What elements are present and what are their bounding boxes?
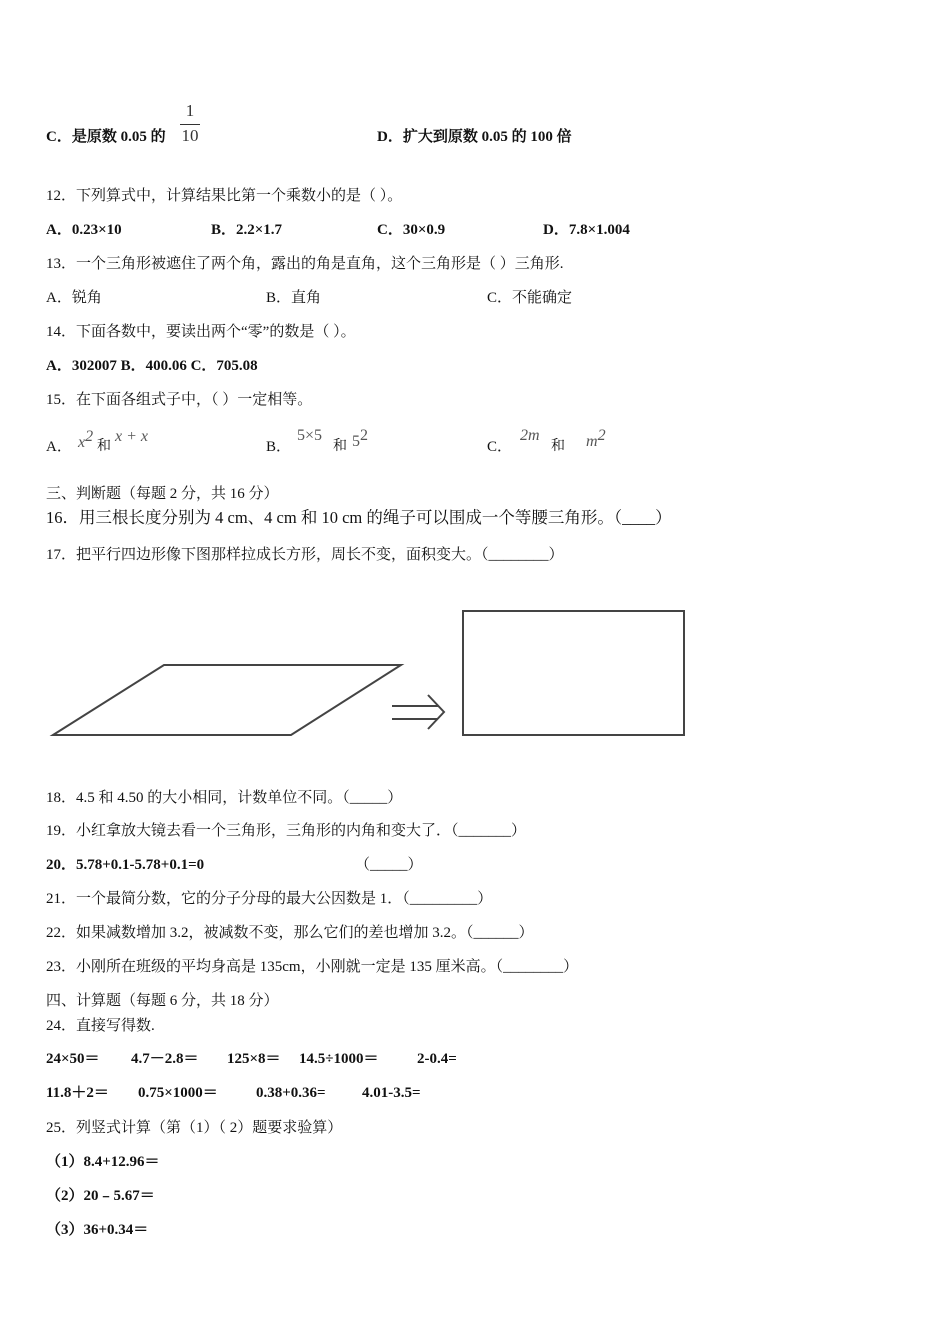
question-15-stem: 15．在下面各组式子中，（ ）一定相等。: [46, 392, 313, 408]
calc-item: 2-0.4=: [417, 1051, 457, 1067]
rectangle-shape: [463, 611, 684, 735]
question-15-option-a-and: 和: [97, 439, 111, 454]
parallelogram-shape: [53, 665, 401, 735]
parallelogram-to-rectangle-figure: [0, 595, 950, 755]
question-12-option-d: D．7.8×1.004: [543, 222, 630, 238]
question-20-expr: 20．5.78+0.1-5.78+0.1=0: [46, 857, 205, 873]
question-15-option-a-label: A．: [46, 439, 72, 455]
calc-item: 14.5÷1000＝: [299, 1051, 379, 1067]
question-15-option-a-expr1: x2: [78, 428, 94, 451]
question-14-stem: 14．下面各数中，要读出两个“零”的数是（ ）。: [46, 324, 356, 340]
question-13-stem: 13．一个三角形被遮住了两个角，露出的角是直角，这个三角形是（ ）三角形.: [46, 256, 564, 272]
question-12-stem: 12．下列算式中，计算结果比第一个乘数小的是（ ）。: [46, 188, 403, 204]
question-25-stem: 25．列竖式计算（第（1）（ 2）题要求验算）: [46, 1120, 343, 1136]
calc-item: 0.38+0.36=: [256, 1085, 326, 1101]
calc-item: 24×50＝: [46, 1051, 100, 1067]
question-12-option-b: B．2.2×1.7: [211, 222, 283, 238]
question-15-option-c-expr1: 2m: [520, 427, 540, 444]
calc-item: 11.8＋2＝: [46, 1085, 109, 1101]
question-13-option-c: C．不能确定: [487, 290, 573, 306]
question-14-options: A．302007 B．400.06 C．705.08: [46, 358, 258, 374]
fraction-bar: [180, 124, 200, 125]
fraction-numerator: 1: [185, 101, 195, 120]
question-20-blank: （_____）: [355, 857, 423, 873]
question-17: 17．把平行四边形像下图那样拉成长方形，周长不变，面积变大。（________）: [46, 547, 564, 563]
question-24-stem: 24．直接写得数.: [46, 1018, 155, 1034]
section-3-heading: 三、判断题（每题 2 分，共 16 分）: [46, 486, 279, 502]
calc-item: 0.75×1000＝: [138, 1085, 218, 1101]
question-15-option-b-expr1: 5×5: [297, 427, 323, 444]
question-13-option-a: A．锐角: [46, 290, 102, 306]
option-c-text: C．是原数 0.05 的: [46, 129, 166, 145]
calc-item: 125×8＝: [227, 1051, 281, 1067]
question-15-option-c-expr2: m2: [586, 427, 606, 450]
question-15-option-c-and: 和: [551, 439, 565, 454]
question-15-option-a-expr2: x + x: [115, 428, 148, 445]
question-12-option-a: A．0.23×10: [46, 222, 122, 238]
question-19: 19．小红拿放大镜去看一个三角形，三角形的内角和变大了．（_______）: [46, 823, 527, 839]
fraction-denominator: 10: [181, 126, 199, 145]
question-15-option-b-and: 和: [333, 439, 347, 454]
question-25-item: （3）36+0.34＝: [46, 1222, 149, 1238]
question-15-option-c-label: C．: [487, 439, 513, 455]
calc-item: 4.01-3.5=: [362, 1085, 421, 1101]
question-25-item: （1）8.4+12.96＝: [46, 1154, 160, 1170]
arrow-icon: [392, 695, 444, 729]
question-23: 23．小刚所在班级的平均身高是 135cm，小刚就一定是 135 厘米高。（________）: [46, 959, 579, 975]
option-c: [46, 127, 166, 147]
question-21: 21．一个最简分数，它的分子分母的最大公因数是 1．（_________）: [46, 891, 493, 907]
question-12-option-c: C．30×0.9: [377, 222, 446, 238]
question-15-option-b-label: B．: [266, 439, 292, 455]
question-22: 22．如果减数增加 3.2，被减数不变，那么它们的差也增加 3.2。（______）: [46, 925, 534, 941]
question-15-option-b-expr2: 52: [352, 427, 368, 450]
calc-item: 4.7－2.8＝: [131, 1051, 199, 1067]
question-13-option-b: B．直角: [266, 290, 322, 306]
option-d: D．扩大到原数 0.05 的 100 倍: [377, 129, 572, 145]
question-25-item: （2）20﹣5.67＝: [46, 1188, 155, 1204]
question-18: 18．4.5 和 4.50 的大小相同，计数单位不同。（_____）: [46, 790, 403, 806]
question-16: 16．用三根长度分别为 4 cm、4 cm 和 10 cm 的绳子可以围成一个等腰三角形。（____）: [46, 508, 672, 527]
section-4-heading: 四、计算题（每题 6 分，共 18 分）: [46, 993, 279, 1009]
